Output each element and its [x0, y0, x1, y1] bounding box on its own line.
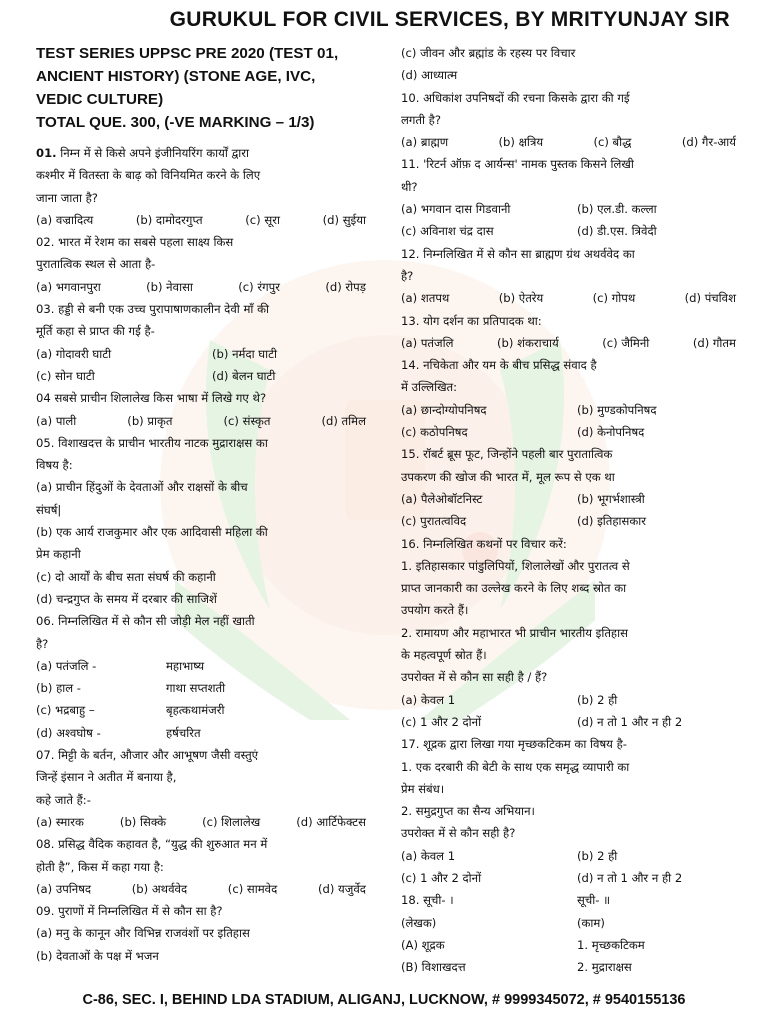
question-text: उपरोक्त में से कौन सा सही है / हैं?: [401, 670, 548, 685]
option: (c) रंगपुर: [238, 279, 280, 294]
question-text: निम्न में से किसे अपने इंजीनियरिंग कार्यों द्वारा: [56, 146, 249, 160]
option: (b) नेवासा: [146, 279, 193, 294]
question-text: है?: [401, 268, 414, 283]
option: (d) इतिहासकार: [577, 514, 647, 529]
options-row: [36, 811, 366, 833]
option: (b) 2 ही: [577, 848, 618, 863]
options-row: [36, 209, 366, 231]
options-row: [401, 845, 736, 867]
option: (a) पतंजलि -: [36, 658, 97, 673]
list-header-row: [401, 912, 736, 934]
statement: 1. इतिहासकार पांडुलिपियों, शिलालेखों और पुरातत्व से: [401, 558, 630, 573]
option: (d) न तो 1 और न ही 2: [577, 870, 683, 885]
option: (d) केनोपनिषद: [577, 425, 645, 440]
option: (c) जीवन और ब्रह्मांड के रहस्य पर विचार: [401, 46, 576, 60]
options-row: [401, 287, 736, 309]
option: संघर्ष|: [36, 502, 62, 517]
option: (d) आर्टिफेक्टस: [296, 814, 366, 829]
statement: प्रेम संबंध।: [401, 781, 445, 796]
option: (c) सामवेद: [227, 881, 278, 896]
option: (a) शतपथ: [401, 291, 450, 306]
option: (c) अविनाश चंद्र दास: [401, 224, 494, 239]
option: (b) ऐतरेय: [498, 291, 544, 306]
list-item: (A) शूद्रक: [401, 937, 445, 952]
statement: के महत्वपूर्ण स्रोत हैं।: [401, 648, 487, 663]
option: (d) तमिल: [321, 413, 366, 428]
option-value: हर्षचरित: [166, 725, 201, 740]
option: (d) चन्द्रगुप्त के समय में दरबार की साजिशें: [36, 591, 217, 606]
option: (d) आध्यात्म: [401, 68, 458, 83]
option: (b) हाल -: [36, 681, 81, 696]
option: (b) मुण्डकोपनिषद: [577, 402, 657, 417]
option: (d) रोपड़: [325, 279, 366, 294]
options-row: [401, 510, 736, 532]
option: (c) कठोपनिषद: [401, 425, 468, 440]
list-heading: 18. सूची- ।: [401, 893, 454, 908]
option: (a) छान्दोग्योपनिषद: [401, 402, 487, 417]
option: (b) एल.डी. कल्ला: [577, 202, 657, 217]
option: (d) न तो 1 और न ही 2: [577, 714, 683, 729]
option: (a) भगवानपुरा: [36, 279, 101, 294]
options-row: [401, 220, 736, 242]
question-text: में उल्लिखित:: [401, 380, 458, 395]
options-row: [401, 711, 736, 733]
question-text: जिन्हें इंसान ने अतीत में बनाया है,: [36, 770, 177, 785]
option: (c) संस्कृत: [223, 413, 271, 428]
statement: प्राप्त जानकारी का उल्लेख करने के लिए शब्द स्रोत का: [401, 581, 627, 596]
options-row: [401, 421, 736, 443]
question-text: जाना जाता है?: [36, 190, 98, 205]
option: (a) पतंजलि: [401, 335, 454, 350]
options-row: [401, 198, 736, 220]
question-text: 15. रॉबर्ट ब्रूस फूट, जिन्होंने पहली बार पुरातात्विक: [401, 447, 613, 462]
question-text: कश्मीर में वितस्ता के बाढ़ को विनियमित करने के लिए: [36, 168, 261, 183]
option: (a) ब्राह्मण: [401, 135, 449, 150]
list-header-row: [401, 889, 736, 911]
option: (b) अथर्ववेद: [131, 881, 188, 896]
question-text: 05. विशाखदत्त के प्राचीन भारतीय नाटक मुद्राराक्षस का: [36, 435, 268, 450]
question-text: 09. पुराणों में निम्नलिखित में से कौन सा है?: [36, 904, 223, 919]
option: (a) भगवान दास गिडवानी: [401, 202, 511, 217]
right-column: [401, 42, 736, 978]
option: (b) सिक्के: [119, 814, 167, 829]
question-text: 11. 'रिटर्न ऑफ़ द आर्यन्स' नामक पुस्तक किसने लिखी: [401, 157, 634, 172]
option: (c) भद्रबाहु –: [36, 703, 95, 718]
statement: 2. समुद्रगुप्त का सैन्य अभियान।: [401, 804, 535, 819]
option: (a) पैलेओबॉटनिस्ट: [401, 491, 483, 506]
test-heading: [36, 42, 366, 134]
option: (c) जैमिनी: [602, 335, 650, 350]
option-value: गाथा सप्तशती: [166, 681, 226, 696]
option: (c) शिलालेख: [202, 814, 261, 829]
options-row: [36, 343, 366, 365]
option: (c) 1 और 2 दोनों: [401, 870, 482, 885]
list-column-label: (काम): [577, 915, 605, 930]
list-item: 2. मुद्राराक्षस: [577, 960, 632, 975]
option: (d) यजुर्वेद: [317, 881, 366, 896]
options-row: [401, 332, 736, 354]
question-text: थी?: [401, 179, 418, 194]
option: (c) गोपथ: [592, 291, 636, 306]
option: (a) उपनिषद: [36, 881, 92, 896]
list-row: [401, 956, 736, 978]
options-row: [36, 410, 366, 432]
option: (a) पाली: [36, 413, 77, 428]
match-row: [36, 655, 366, 677]
question-text: उपरोक्त में से कौन सही है?: [401, 826, 516, 841]
statement: उपयोग करते हैं।: [401, 603, 469, 618]
question-text: 10. अधिकांश उपनिषदों की रचना किसके द्वारा की गई: [401, 90, 630, 105]
match-row: [36, 677, 366, 699]
options-row: [401, 689, 736, 711]
option: (a) वज्रादित्य: [36, 212, 94, 227]
options-row: [36, 276, 366, 298]
options-row: [36, 878, 366, 900]
question-text: 03. हड्डी से बनी एक उच्च पुरापाषाणकालीन देवी माँ की: [36, 302, 270, 317]
option: (c) 1 और 2 दोनों: [401, 714, 482, 729]
option: (d) पंचविश: [684, 291, 736, 306]
option: (d) सुईया: [322, 212, 366, 227]
option-value: बृहत्कथामंजरी: [166, 703, 225, 718]
page-footer-address: C-86, SEC. I, BEHIND LDA STADIUM, ALIGANJ, LUCKNOW, # 9999345072, # 9540155136: [82, 992, 686, 1008]
option: (d) अश्वघोष -: [36, 725, 101, 740]
option: (b) प्राकृत: [127, 413, 173, 428]
statement: 1. एक दरबारी की बेटी के साथ एक समृद्ध व्यापारी का: [401, 759, 630, 774]
option: (a) प्राचीन हिंदुओं के देवताओं और राक्षसों के बीच: [36, 480, 248, 495]
page-header: GURUKUL FOR CIVIL SERVICES, BY MRITYUNJAY SIR: [169, 8, 730, 31]
options-row: [36, 365, 366, 387]
option: (b) एक आर्य राजकुमार और एक आदिवासी महिला की: [36, 525, 268, 540]
question-text: है?: [36, 636, 49, 651]
question-text: 17. शूद्रक द्वारा लिखा गया मृच्छकटिकम का विषय है-: [401, 737, 627, 752]
option: (c) पुरातत्वविद: [401, 514, 467, 529]
statement: 2. रामायण और महाभारत भी प्राचीन भारतीय इतिहास: [401, 625, 628, 640]
option: (c) सोन घाटी: [36, 368, 95, 383]
options-row: [401, 488, 736, 510]
question-text: 12. निम्नलिखित में से कौन सा ब्राह्मण ग्रंथ अथर्ववेद का: [401, 246, 635, 261]
option: (b) 2 ही: [577, 692, 618, 707]
question-number: 01.: [36, 146, 57, 160]
option: (c) दो आर्यों के बीच सता संघर्ष की कहानी: [36, 569, 216, 584]
option: (a) मनु के कानून और विभिन्न राजवंशों पर इतिहास: [36, 926, 250, 941]
question-text: विषय है:: [36, 458, 73, 473]
option: (c) बौद्ध: [593, 135, 632, 150]
list-row: [401, 934, 736, 956]
option: (a) गोदावरी घाटी: [36, 346, 112, 361]
option: (a) केवल 1: [401, 692, 456, 707]
option-value: महाभाष्य: [166, 658, 205, 673]
option: (d) गौतम: [692, 335, 736, 350]
test-heading-line: VEDIC CULTURE): [36, 91, 164, 108]
question-text: पुरातात्विक स्थल से आता है-: [36, 257, 156, 272]
option: (a) स्मारक: [36, 814, 84, 829]
question-text: 13. योग दर्शन का प्रतिपादक था:: [401, 313, 542, 328]
test-heading-line: TOTAL QUE. 300, (-VE MARKING – 1/3): [36, 114, 315, 131]
list-column-label: (लेखक): [401, 915, 437, 930]
test-heading-line: ANCIENT HISTORY) (STONE AGE, IVC,: [36, 68, 316, 85]
question-text: 14. नचिकेता और यम के बीच प्रसिद्ध संवाद है: [401, 358, 597, 373]
question-text: 16. निम्नलिखित कथनों पर विचार करें:: [401, 536, 567, 551]
list-item: (B) विशाखदत्त: [401, 960, 466, 975]
option: (b) दामोदरगुप्त: [135, 212, 203, 227]
match-row: [36, 699, 366, 721]
left-column: [36, 42, 366, 967]
option: (d) गैर-आर्य: [681, 135, 736, 150]
option: (b) शंकराचार्य: [497, 335, 559, 350]
option: (d) डी.एस. त्रिवेदी: [577, 224, 657, 239]
option: (b) क्षत्रिय: [498, 135, 544, 150]
option: (b) नर्मदा घाटी: [212, 346, 278, 361]
question-text: 06. निम्नलिखित में से कौन सी जोड़ी मेल नहीं खाती: [36, 614, 255, 629]
question-1: [36, 142, 366, 164]
option: (c) सूरा: [245, 212, 280, 227]
question-text: कहे जाते हैं:-: [36, 792, 91, 807]
option: (b) भूगर्भशास्त्री: [577, 491, 645, 506]
question-text: 04 सबसे प्राचीन शिलालेख किस भाषा में लिखे गए थे?: [36, 391, 267, 406]
option: (a) केवल 1: [401, 848, 456, 863]
options-row: [401, 131, 736, 153]
question-text: होती है”, किस में कहा गया है:: [36, 859, 164, 874]
question-text: लगती है?: [401, 112, 441, 127]
list-heading: सूची- ॥: [577, 893, 611, 908]
option: प्रेम कहानी: [36, 547, 81, 562]
option: (b) देवताओं के पक्ष में भजन: [36, 948, 159, 963]
options-row: [401, 399, 736, 421]
list-item: 1. मृच्छकटिकम: [577, 937, 645, 952]
test-heading-line: TEST SERIES UPPSC PRE 2020 (TEST 01,: [36, 45, 339, 62]
options-row: [401, 867, 736, 889]
match-row: [36, 722, 366, 744]
option: (d) बेलन घाटी: [212, 368, 276, 383]
question-text: मूर्ति कहा से प्राप्त की गई है-: [36, 324, 155, 339]
question-text: 02. भारत में रेशम का सबसे पहला साक्ष्य किस: [36, 235, 234, 250]
question-text: उपकरण की खोज की भारत में, मूल रूप से एक था: [401, 469, 615, 484]
question-text: 07. मिट्टी के बर्तन, औजार और आभूषण जैसी वस्तुएं: [36, 748, 259, 763]
question-text: 08. प्रसिद्ध वैदिक कहावत है, “युद्ध की शुरुआत मन में: [36, 837, 268, 852]
